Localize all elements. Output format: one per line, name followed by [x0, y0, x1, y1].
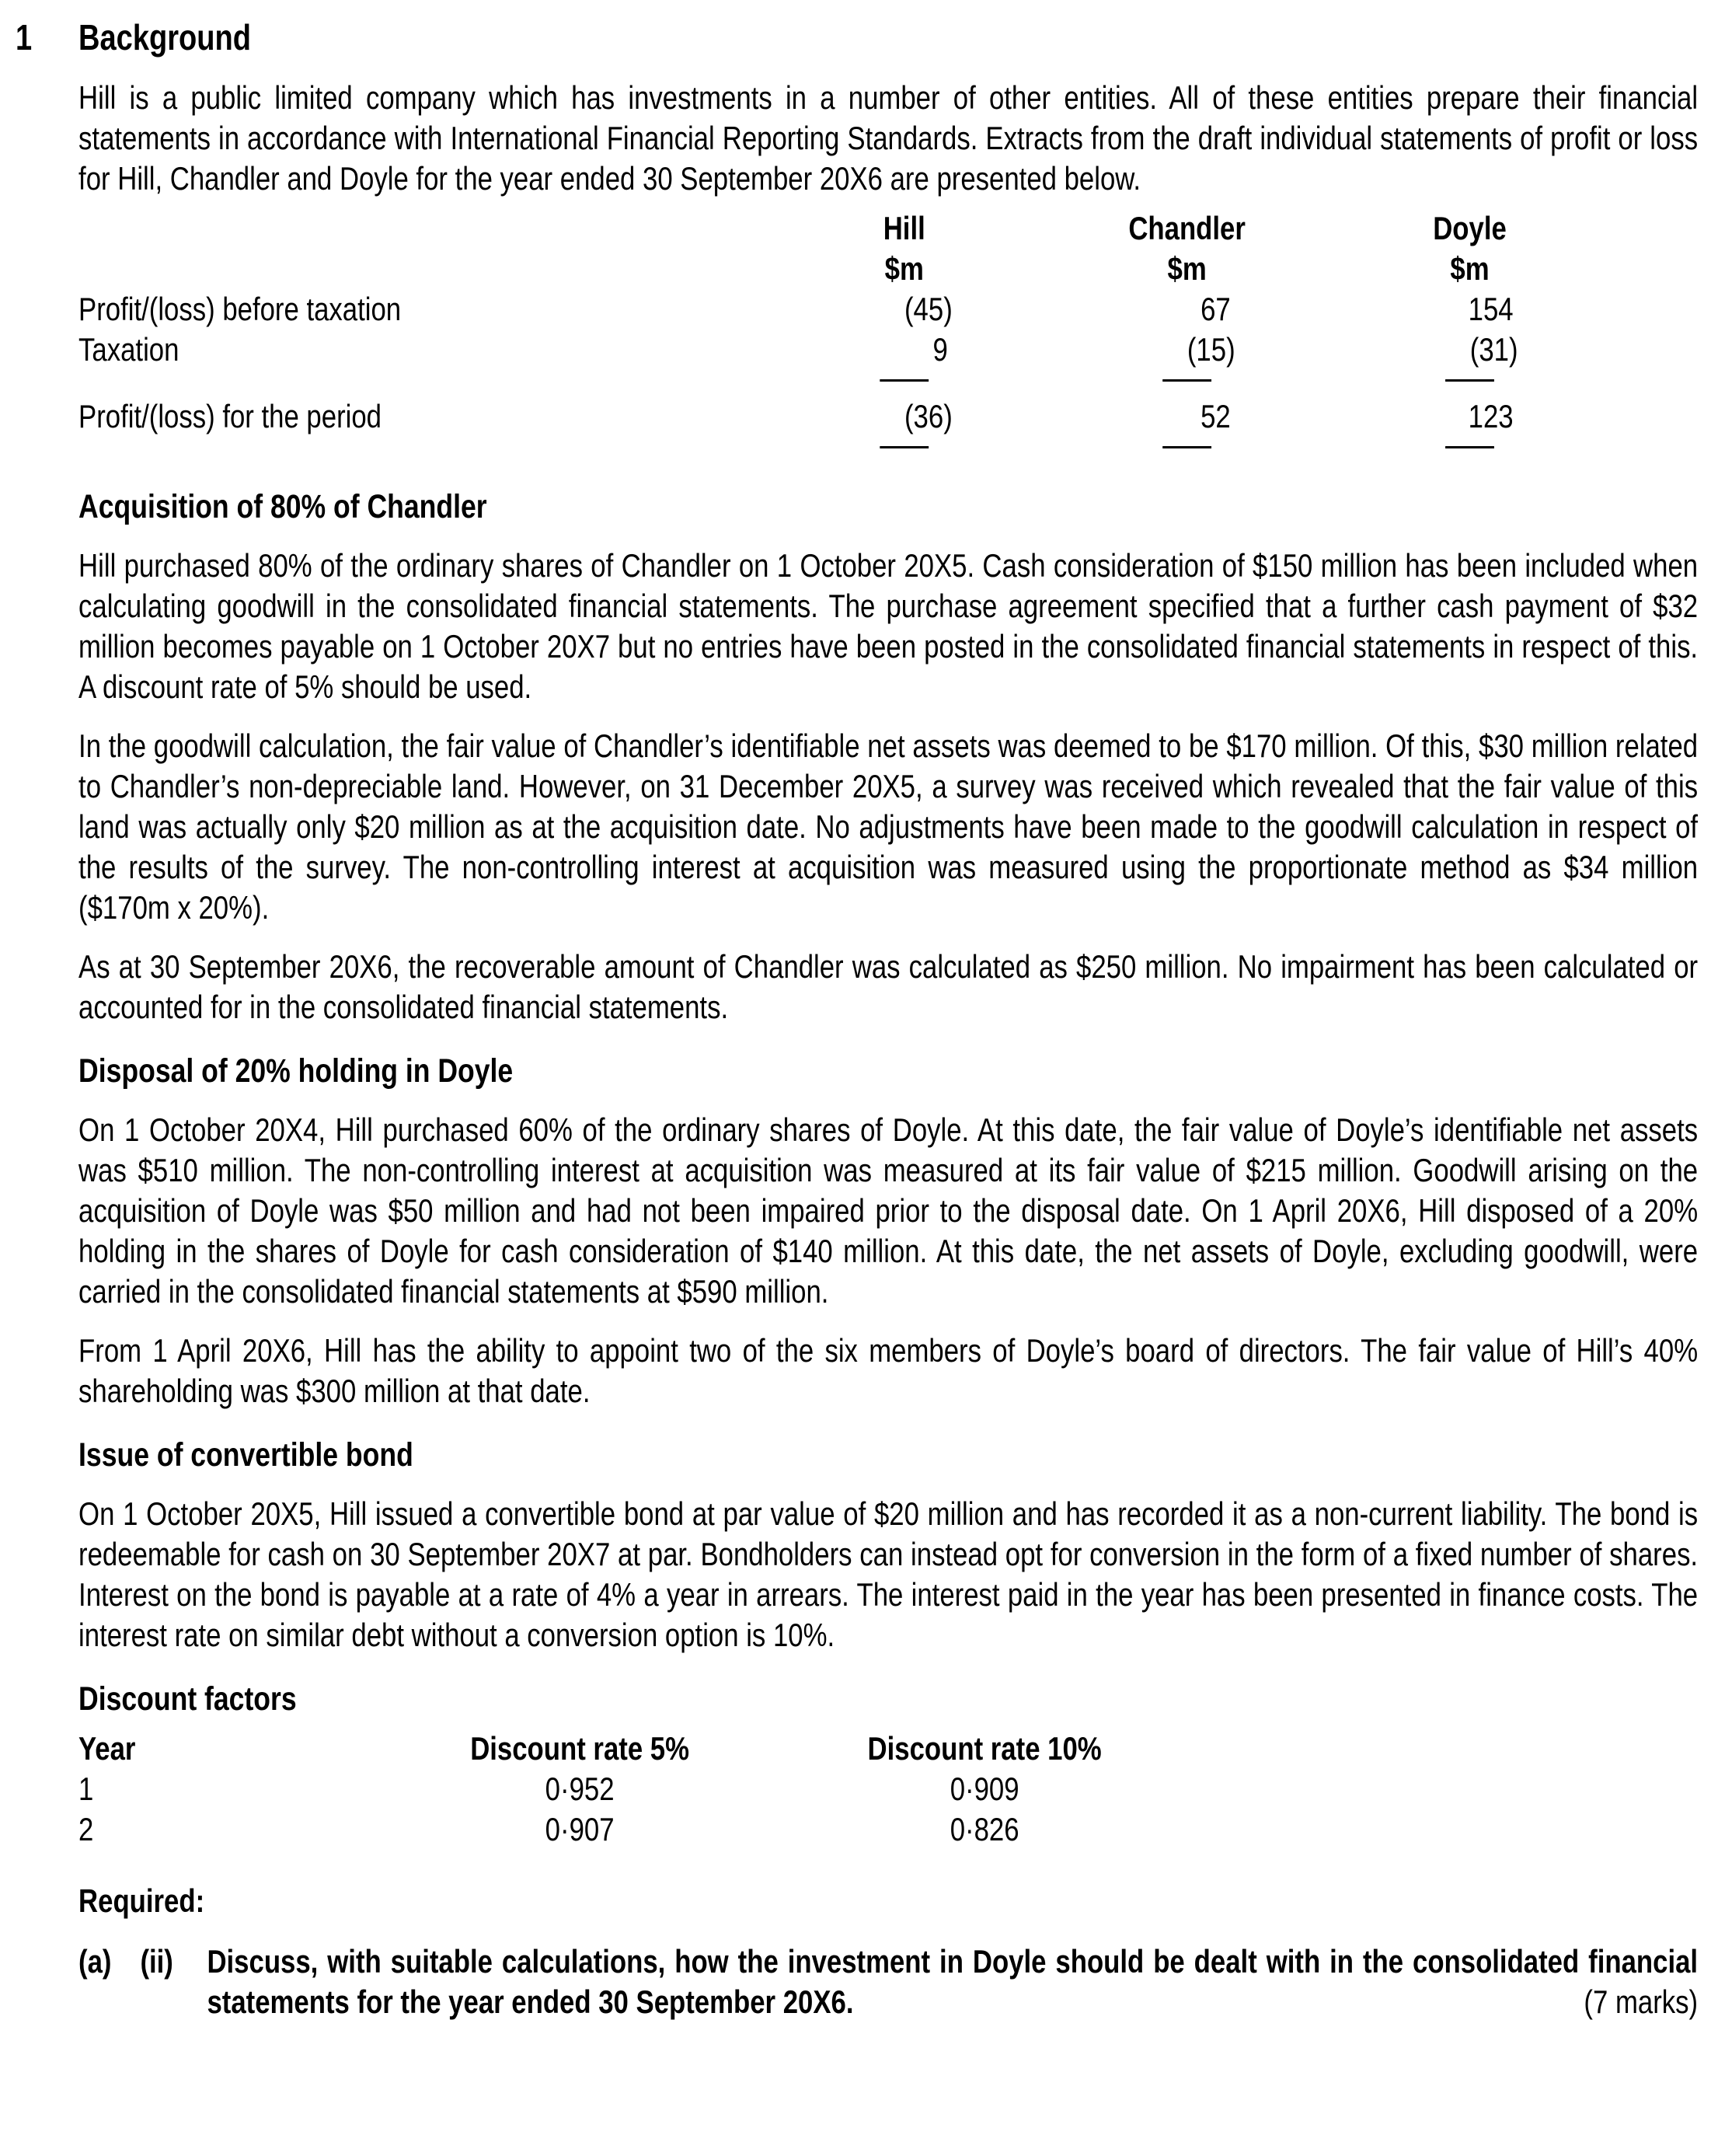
- table-total-rule: [78, 437, 1698, 463]
- column-header-year: Year: [78, 1730, 136, 1767]
- discount-table-header: [78, 1729, 1698, 1769]
- section-heading-bond: Issue of convertible bond: [78, 1436, 413, 1474]
- cell-factor: 0·826: [950, 1811, 1019, 1847]
- cell-value: 154: [1468, 291, 1514, 327]
- table-subtotal-rule: [78, 370, 1698, 396]
- paragraph: On 1 October 20X5, Hill issued a convertible bond at par value of $20 million and has recorded it as a non-current liability. The bond is redeemable for cash on 30 September 20X7 at par. Bondholders can instead opt for conversion in the form of a fixed number of shares. Interest on the bond is payable at a rate of 4% a year in arrears. The interest paid in the year has been presented in finance costs. The interest rate on similar debt without a conversion option is 10%.: [78, 1495, 1699, 1653]
- marks-label: (7 marks): [1584, 1983, 1699, 2020]
- section-heading-disposal: Disposal of 20% holding in Doyle: [78, 1052, 514, 1090]
- table-row: [78, 396, 1698, 437]
- table-header-row: [78, 208, 1698, 249]
- column-header-hill: Hill: [883, 210, 925, 246]
- column-header-chandler: Chandler: [1128, 210, 1246, 246]
- cell-value: (31): [1469, 331, 1518, 368]
- cell-value: 123: [1468, 398, 1514, 434]
- paragraph: Hill purchased 80% of the ordinary shares of Chandler on 1 October 20X5. Cash consideration of $150 million has been included when calculating goodwill in the consolidated financial statements. The purchase agreement specified that a further cash payment of $32 million becomes payable on 1 October 20X7 but no entries have been posted in the consolidated financial statements in respect of this. A discount rate of 5% should be used.: [78, 547, 1699, 705]
- horizontal-rule: [1162, 379, 1211, 382]
- table-row: [78, 289, 1698, 330]
- cell-value: 9: [932, 331, 948, 368]
- cell-value: 52: [1200, 398, 1231, 434]
- question-content: [78, 17, 1698, 2022]
- sub-part-label: (ii): [140, 1943, 173, 1980]
- cell-year: 1: [78, 1771, 94, 1807]
- unit-label: $m: [1167, 250, 1207, 287]
- question-block: [16, 17, 1698, 2022]
- cell-factor: 0·907: [545, 1811, 615, 1847]
- page-title: Background: [78, 17, 251, 58]
- part-label: (a): [78, 1943, 112, 1980]
- horizontal-rule: [1445, 446, 1494, 448]
- paragraph: As at 30 September 20X6, the recoverable amount of Chandler was calculated as $250 million. No impairment has been calculated or accounted for in the consolidated financial statements.: [78, 948, 1699, 1025]
- cell-value: 67: [1200, 291, 1231, 327]
- paragraph: On 1 October 20X4, Hill purchased 60% of the ordinary shares of Doyle. At this date, the fair value of Doyle’s identifiable net assets was $510 million. The non-controlling interest at acquisition was measured at its fair value of $215 million. Goodwill arising on the acquisition of Doyle was $50 million and had not been impaired prior to the disposal date. On 1 April 20X6, Hill disposed of a 20% holding in the shares of Doyle for cash consideration of $140 million. At this date, the net assets of Doyle, excluding goodwill, were carried in the consolidated financial statements at $590 million.: [78, 1111, 1699, 1310]
- unit-label: $m: [1450, 250, 1490, 287]
- column-header-rate-10: Discount rate 10%: [867, 1730, 1102, 1767]
- table-unit-row: [78, 249, 1698, 289]
- cell-value: (36): [904, 398, 953, 434]
- row-label: Taxation: [78, 331, 179, 368]
- intro-paragraph: Hill is a public limited company which has investments in a number of other entities. All of these entities prepare their financial statements in accordance with International Financial Reporting Standards. Extracts from the draft individual statements of profit or loss for Hill, Chandler and Doyle for the year ended 30 September 20X6 are presented below.: [78, 79, 1699, 197]
- row-label: Profit/(loss) for the period: [78, 398, 382, 434]
- paragraph: In the goodwill calculation, the fair value of Chandler’s identifiable net assets was deemed to be $170 million. Of this, $30 million related to Chandler’s non-depreciable land. However, on 31 December 20X5, a survey was received which revealed that the fair value of this land was actually only $20 million as at the acquisition date. No adjustments have been made to the goodwill calculation in respect of the results of the survey. The non-controlling interest at acquisition was measured using the proportionate method as $34 million ($170m x 20%).: [78, 727, 1699, 926]
- row-label: Profit/(loss) before taxation: [78, 291, 402, 327]
- profit-loss-table: [78, 208, 1698, 463]
- horizontal-rule: [1445, 379, 1494, 382]
- discount-factors-table: [78, 1729, 1698, 1850]
- horizontal-rule: [880, 379, 929, 382]
- cell-factor: 0·952: [545, 1771, 615, 1807]
- table-row: [78, 330, 1698, 370]
- requirement-item: [78, 1941, 1698, 2022]
- horizontal-rule: [1162, 446, 1211, 448]
- required-heading: Required:: [78, 1882, 205, 1919]
- table-row: [78, 1809, 1698, 1850]
- horizontal-rule: [880, 446, 929, 448]
- section-heading-discount-factors: Discount factors: [78, 1680, 297, 1718]
- table-row: [78, 1769, 1698, 1809]
- cell-value: (15): [1187, 331, 1235, 368]
- cell-year: 2: [78, 1811, 94, 1847]
- paragraph: From 1 April 20X6, Hill has the ability to appoint two of the six members of Doyle’s board of directors. The fair value of Hill’s 40% shareholding was $300 million at that date.: [78, 1332, 1699, 1409]
- cell-factor: 0·909: [950, 1771, 1019, 1807]
- column-header-doyle: Doyle: [1433, 210, 1507, 246]
- document-page: [16, 17, 1698, 2022]
- section-heading-acquisition: Acquisition of 80% of Chandler: [78, 488, 487, 525]
- requirement-text: Discuss, with suitable calculations, how the investment in Doyle should be dealt with in the consolidated financial statements for the year ended 30 September 20X6.: [207, 1943, 1699, 2020]
- cell-value: (45): [904, 291, 953, 327]
- column-header-rate-5: Discount rate 5%: [470, 1730, 690, 1767]
- question-number: 1: [16, 17, 33, 58]
- unit-label: $m: [884, 250, 924, 287]
